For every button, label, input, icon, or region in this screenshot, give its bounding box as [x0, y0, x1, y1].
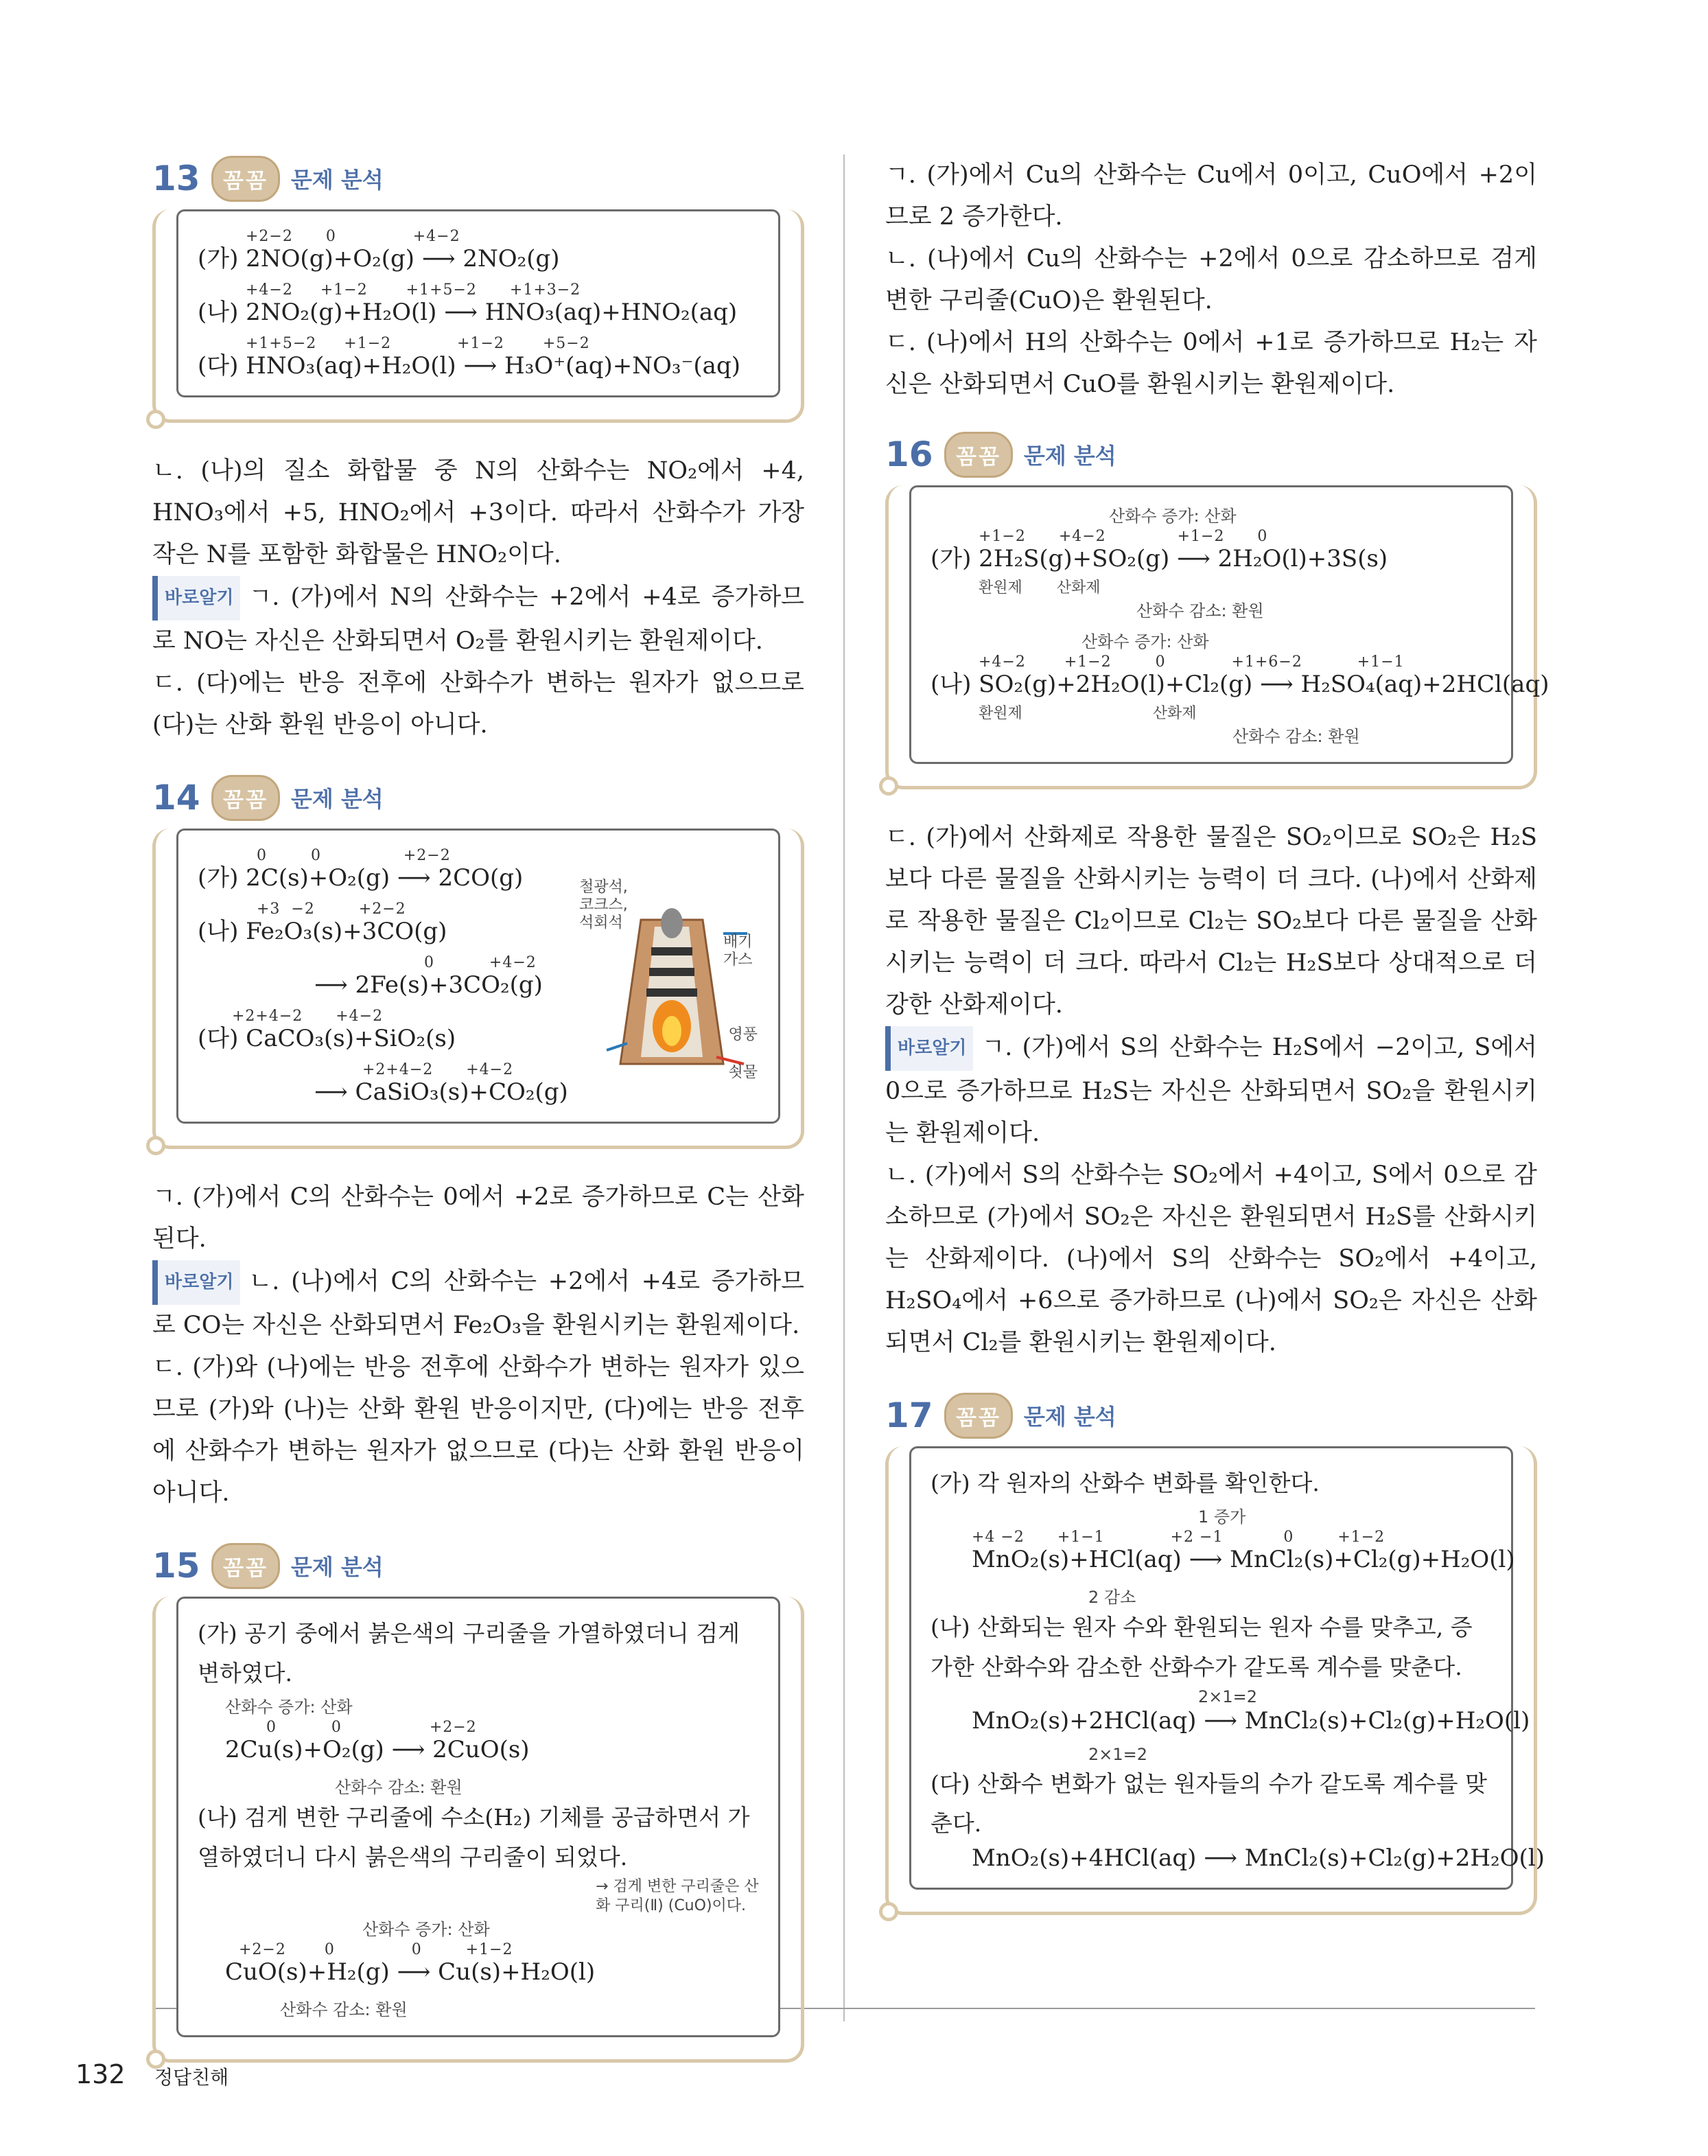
explanation-baro — [152, 576, 804, 662]
equation-da — [198, 336, 759, 378]
analysis-frame — [885, 1446, 1545, 1915]
equation-ga — [931, 1529, 1515, 1573]
equation-ga — [931, 529, 1492, 570]
explanation-extra: ㄷ. (가)와 (나)에는 반응 전후에 산화수가 변하는 원자가 있으므로 (가)와 (나)는 산화 환원 반응이지만, (다)에는 반응 전후에 산화수가 변하는 원자가 없으므로 (다)는 산화 환원 반응이 아니다. — [152, 1354, 804, 1507]
explanation-correct: ㄷ. (가)에서 산화제로 작용한 물질은 SO₂이므로 SO₂은 H₂S보다 다른 물질을 산화시키는 능력이 더 크다. (나)에서 산화제로 작용한 물질은 Cl₂이므로 Cl₂는 SO₂보다 다른 물질을 산화시키는 능력이 더 크다. 따라서 Cl₂는 H₂S보다 상대적으로 더 강한 산화제이다. — [885, 824, 1537, 1019]
right-column — [885, 154, 1549, 1943]
step-da-text: (다) 산화수 변화가 없는 원자들의 수가 같도록 계수를 맞춘다. — [931, 1770, 1487, 1837]
analysis-label: 문제 분석 — [290, 167, 384, 193]
left-column — [152, 154, 804, 2090]
equation-na — [198, 1943, 759, 1984]
equation-text: (다) CaCO₃(s)+SiO₂(s) — [198, 1025, 456, 1052]
explanation-correct: ㄴ. (나)의 질소 화합물 중 N의 산화수는 NO₂에서 +4, HNO₃에서 +5, HNO₂에서 +3이다. 따라서 산화수가 가장 작은 N를 포함한 화합물은 HNO₂이다. — [152, 457, 804, 568]
explanation-correct: ㄷ. (나)에서 H의 산화수는 0에서 +1로 증가하므로 H₂는 자신은 산화되면서 CuO를 환원시키는 환원제이다. — [885, 329, 1537, 398]
oxidation-decrease-label: 산화수 감소: 환원 — [1136, 601, 1264, 621]
explanation-extra: ㄷ. (다)에는 반응 전후에 산화수가 변하는 원자가 없으므로 (다)는 산화 환원 반응이 아니다. — [152, 669, 804, 739]
question-15-header — [152, 1542, 804, 1590]
oxidation-decrease-label: 산화수 감소: 환원 — [280, 2000, 408, 2019]
furnace-gas-label: 배기 가스 — [723, 934, 753, 969]
increase-label: 2×1=2 — [1198, 1687, 1258, 1706]
equation-ga — [198, 228, 759, 273]
equation-text: 2Cu(s)+O₂(g) ⟶ 2CuO(s) — [225, 1736, 530, 1763]
oxidation-numbers: +4−2 +1−2 +1+5−2 +1+3−2 — [246, 281, 581, 299]
page-number: 132 — [75, 2059, 126, 2089]
oxidation-numbers: +1−2 +4−2 +1−2 0 — [979, 528, 1268, 545]
role-labels — [931, 702, 1492, 723]
oxidation-numbers: +4−2 +1−2 0 +1+6−2 +1−1 — [979, 653, 1405, 671]
equation-text: (다) HNO₃(aq)+H₂O(l) ⟶ H₃O⁺(aq)+NO₃⁻(aq) — [198, 352, 740, 380]
equation-text: (나) SO₂(g)+2H₂O(l)+Cl₂(g) ⟶ H₂SO₄(aq)+2HCl(aq) — [931, 671, 1549, 698]
equation-na — [198, 283, 759, 324]
question-14-header — [152, 774, 804, 822]
furnace-slag-label: 영풍 — [728, 1026, 758, 1043]
oxidation-increase-label: 산화수 증가: 산화 — [1081, 632, 1209, 651]
explanation-text: ㄱ. (가)에서 S의 산화수는 H₂S에서 −2이고, S에서 0으로 증가하므로 H₂S는 자신은 산화되면서 SO₂을 환원시키는 환원제이다. — [885, 1034, 1537, 1147]
oxidation-numbers: 0 0 +2−2 — [257, 847, 451, 864]
oxidation-decrease-label: 산화수 감소: 환원 — [1232, 727, 1360, 746]
explanation-correct: ㄱ. (가)에서 C의 산화수는 0에서 +2로 증가하므로 C는 산화된다. — [152, 1183, 804, 1253]
explanation-baro — [152, 1260, 804, 1347]
analysis-frame — [152, 828, 804, 1149]
oxidizing-agent-label: 산화제 — [1152, 705, 1197, 722]
kkomkkom-badge: 꼼꼼 — [211, 156, 280, 202]
explanation-correct: ㄴ. (나)에서 Cu의 산화수는 +2에서 0으로 감소하므로 검게 변한 구리줄(CuO)은 환원된다. — [885, 245, 1537, 314]
equation-text: MnO₂(s)+HCl(aq) ⟶ MnCl₂(s)+Cl₂(g)+H₂O(l) — [972, 1546, 1515, 1573]
question-number: 17 — [885, 1395, 933, 1435]
equation-text: MnO₂(s)+4HCl(aq) ⟶ MnCl₂(s)+Cl₂(g)+2H₂O(l) — [972, 1844, 1545, 1872]
analysis-label: 문제 분석 — [290, 1554, 384, 1580]
equation-text: ⟶ 2Fe(s)+3CO₂(g) — [314, 971, 543, 999]
furnace-iron-label: 쇳물 — [728, 1064, 758, 1081]
question-15 — [152, 1542, 804, 2063]
analysis-panel — [909, 1446, 1545, 1890]
step-na-text: (나) 검게 변한 구리줄에 수소(H₂) 기체를 공급하면서 가열하였더니 다시 붉은색의 구리줄이 되었다. — [198, 1804, 750, 1870]
analysis-panel — [176, 1597, 780, 2037]
footer-label: 정답친해 — [154, 2066, 229, 2089]
question-number: 16 — [885, 434, 933, 474]
explanation-text: ㄴ. (나)에서 C의 산화수는 +2에서 +4로 증가하므로 CO는 자신은 산화되면서 Fe₂O₃을 환원시키는 환원제이다. — [152, 1268, 804, 1339]
question-number: 14 — [152, 778, 200, 818]
decrease-label: 2 감소 — [1088, 1588, 1136, 1607]
explanation-extra: ㄴ. (가)에서 S의 산화수는 SO₂에서 +4이고, S에서 0으로 감소하므로 (가)에서 SO₂은 자신은 환원되면서 H₂S를 산화시키는 산화제이다. (나)에서 S의 산화수는 SO₂에서 +4이고, H₂SO₄에서 +6으로 증가하므로 (나)에서 SO₂은 자신은 산화되면서 Cl₂를 환원시키는 환원제이다. — [885, 1161, 1537, 1356]
equation-text: MnO₂(s)+2HCl(aq) ⟶ MnCl₂(s)+Cl₂(g)+H₂O(l) — [972, 1707, 1530, 1735]
question-15-explanations — [885, 154, 1537, 406]
role-labels — [931, 576, 1492, 597]
decrease-label: 2×1=2 — [1088, 1745, 1148, 1764]
equation-text: (나) 2NO₂(g)+H₂O(l) ⟶ HNO₃(aq)+HNO₂(aq) — [198, 299, 738, 326]
baro-badge: 바로알기 — [152, 1260, 240, 1305]
oxidation-increase-label: 산화수 증가: 산화 — [225, 1697, 353, 1717]
baro-badge: 바로알기 — [152, 576, 240, 621]
oxidation-decrease-label: 산화수 감소: 환원 — [335, 1778, 463, 1797]
increase-label: 1 증가 — [1198, 1507, 1246, 1527]
oxidation-numbers: 0 0 +2−2 — [266, 1719, 477, 1736]
oxidation-increase-label: 산화수 증가: 산화 — [362, 1920, 490, 1939]
explanation-correct: ㄱ. (가)에서 Cu의 산화수는 Cu에서 0이고, CuO에서 +2이므로 2 증가한다. — [885, 161, 1537, 231]
analysis-panel — [176, 209, 780, 397]
analysis-frame — [152, 1597, 804, 2063]
analysis-label: 문제 분석 — [290, 786, 384, 812]
analysis-frame — [152, 209, 804, 423]
oxidation-numbers: +2+4−2 +4−2 — [232, 1008, 384, 1025]
frame-dot — [879, 776, 898, 796]
baro-badge: 바로알기 — [885, 1026, 973, 1071]
furnace-input-label: 철광석, 코크스, 석회석 — [579, 879, 628, 931]
explanation-baro — [885, 1026, 1537, 1155]
equation-text: (가) 2NO(g)+O₂(g) ⟶ 2NO₂(g) — [198, 245, 560, 273]
analysis-frame — [885, 485, 1549, 789]
oxidation-numbers: 0 +4−2 — [424, 954, 537, 971]
equation-text: CuO(s)+H₂(g) ⟶ Cu(s)+H₂O(l) — [225, 1958, 596, 1986]
reducing-agent-label: 환원제 — [979, 579, 1022, 596]
explanation-text: ㄱ. (가)에서 N의 산화수는 +2에서 +4로 증가하므로 NO는 자신은 산화되면서 O₂를 환원시키는 환원제이다. — [152, 583, 804, 655]
question-number: 15 — [152, 1546, 200, 1586]
reducing-agent-label: 환원제 — [979, 705, 1022, 722]
equation-text: (가) 2C(s)+O₂(g) ⟶ 2CO(g) — [198, 864, 524, 892]
analysis-panel — [176, 828, 780, 1124]
question-17 — [885, 1391, 1545, 1915]
question-number: 13 — [152, 159, 200, 198]
kkomkkom-badge: 꼼꼼 — [211, 1543, 280, 1589]
question-13-header — [152, 154, 804, 202]
step-ga-text: (가) 각 원자의 산화수 변화를 확인한다. — [931, 1470, 1320, 1496]
oxidation-numbers: +1+5−2 +1−2 +1−2 +5−2 — [246, 335, 590, 352]
question-16-header — [885, 430, 1537, 478]
frame-dot — [146, 410, 165, 429]
question-14 — [152, 774, 804, 1514]
kkomkkom-badge: 꼼꼼 — [944, 1393, 1013, 1439]
equation-na — [931, 1707, 1530, 1735]
equation-text: ⟶ CaSiO₃(s)+CO₂(g) — [314, 1078, 568, 1106]
kkomkkom-badge: 꼼꼼 — [944, 432, 1013, 478]
oxidation-numbers: +2+4−2 +4−2 — [362, 1061, 514, 1078]
analysis-panel — [909, 485, 1549, 764]
frame-dot — [146, 1136, 165, 1155]
equation-ga — [198, 1720, 759, 1761]
equation-na — [931, 653, 1549, 698]
oxidizing-agent-label: 산화제 — [1056, 579, 1101, 596]
column-divider — [843, 154, 845, 2021]
step-na-text: (나) 산화되는 원자 수와 환원되는 원자 수를 맞추고, 증가한 산화수와 감소한 산화수가 같도록 계수를 맞춘다. — [931, 1614, 1473, 1680]
step-ga-text: (가) 공기 중에서 붉은색의 구리줄을 가열하였더니 검게 변하였다. — [198, 1620, 740, 1686]
oxidation-increase-label: 산화수 증가: 산화 — [1109, 507, 1237, 526]
equation-text: (나) Fe₂O₃(s)+3CO(g) — [198, 918, 447, 945]
oxidation-numbers: +2−2 0 0 +1−2 — [239, 1941, 513, 1958]
analysis-label: 문제 분석 — [1023, 1404, 1116, 1430]
question-13 — [152, 154, 804, 746]
oxidation-numbers: +3 −2 +2−2 — [257, 901, 406, 918]
equation-da — [931, 1844, 1545, 1872]
oxidation-numbers: +2−2 0 +4−2 — [246, 228, 460, 245]
question-17-header — [885, 1391, 1537, 1439]
question-16 — [885, 430, 1549, 1364]
equation-text: (가) 2H₂S(g)+SO₂(g) ⟶ 2H₂O(l)+3S(s) — [931, 545, 1388, 572]
kkomkkom-badge: 꼼꼼 — [211, 775, 280, 821]
oxidation-numbers: +4 −2 +1−1 +2 −1 0 +1−2 — [972, 1529, 1385, 1546]
frame-dot — [879, 1902, 898, 1921]
cuo-side-note: → 검게 변한 구리줄은 산화 구리(Ⅱ) (CuO)이다. — [596, 1878, 759, 1914]
analysis-label: 문제 분석 — [1023, 443, 1116, 469]
